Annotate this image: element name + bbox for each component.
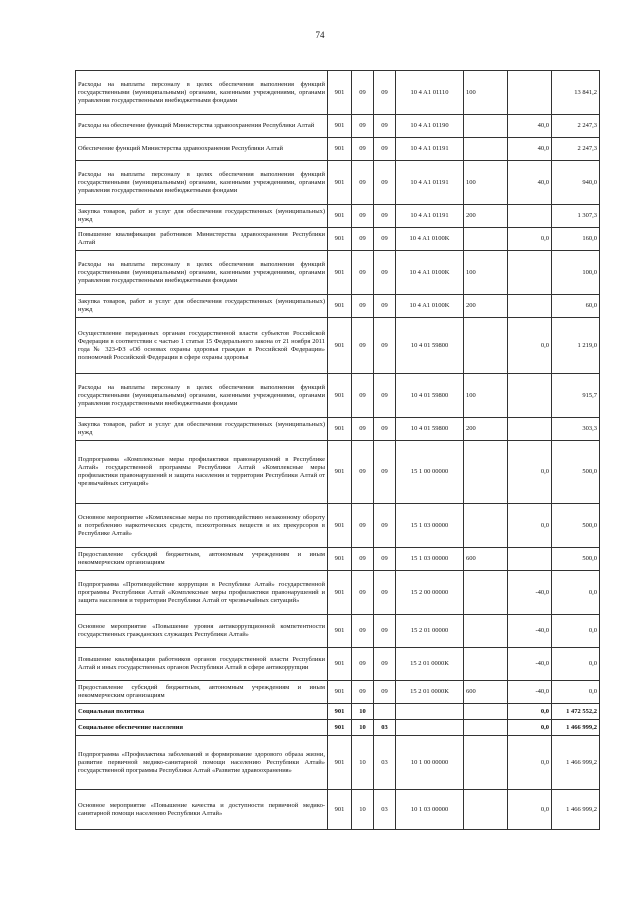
- change-amount: 0,0: [508, 736, 552, 790]
- subsection-code: 09: [374, 251, 396, 295]
- subsection-code: [374, 704, 396, 720]
- target-article-code: 10 4 01 59800: [396, 418, 464, 441]
- subsection-code: 03: [374, 790, 396, 830]
- expense-type-code: [464, 228, 508, 251]
- item-name: Социальное обеспечение населения: [76, 720, 328, 736]
- expense-type-code: 200: [464, 418, 508, 441]
- target-article-code: 15 2 01 0000K: [396, 648, 464, 681]
- change-amount: [508, 251, 552, 295]
- section-code: 09: [352, 681, 374, 704]
- section-code: 10: [352, 736, 374, 790]
- item-name: Повышение квалификации работников органов государственной власти Республики Алтай и иных государственных органов Республики Алтай в сфере антикоррупции: [76, 648, 328, 681]
- change-amount: 0,0: [508, 441, 552, 504]
- change-amount: [508, 71, 552, 115]
- total-amount: 500,0: [552, 548, 600, 571]
- expense-type-code: 600: [464, 681, 508, 704]
- change-amount: [508, 374, 552, 418]
- expense-type-code: [464, 704, 508, 720]
- target-article-code: 10 4 A1 01190: [396, 115, 464, 138]
- target-article-code: 10 4 01 59800: [396, 374, 464, 418]
- total-amount: 2 247,3: [552, 138, 600, 161]
- section-code: 09: [352, 374, 374, 418]
- subsection-code: 03: [374, 720, 396, 736]
- department-code: 901: [328, 418, 352, 441]
- section-code: 09: [352, 228, 374, 251]
- subsection-code: 09: [374, 441, 396, 504]
- table-row: [76, 681, 600, 704]
- expense-type-code: [464, 571, 508, 615]
- table-row: [76, 736, 600, 790]
- table-row: [76, 374, 600, 418]
- table-row: [76, 615, 600, 648]
- total-amount: 1 219,0: [552, 318, 600, 374]
- table-row: [76, 548, 600, 571]
- subsection-code: 09: [374, 295, 396, 318]
- target-article-code: 15 2 01 0000K: [396, 681, 464, 704]
- expense-type-code: 200: [464, 295, 508, 318]
- target-article-code: 10 4 A1 01110: [396, 71, 464, 115]
- department-code: 901: [328, 681, 352, 704]
- target-article-code: 15 2 00 00000: [396, 571, 464, 615]
- change-amount: 0,0: [508, 228, 552, 251]
- table-row: [76, 228, 600, 251]
- item-name: Закупка товаров, работ и услуг для обеспечения государственных (муниципальных) нужд: [76, 418, 328, 441]
- expense-type-code: [464, 615, 508, 648]
- total-amount: 2 247,3: [552, 115, 600, 138]
- expense-type-code: 200: [464, 205, 508, 228]
- total-amount: 0,0: [552, 615, 600, 648]
- department-code: 901: [328, 228, 352, 251]
- change-amount: [508, 295, 552, 318]
- section-code: 09: [352, 115, 374, 138]
- total-amount: 13 841,2: [552, 71, 600, 115]
- total-amount: 915,7: [552, 374, 600, 418]
- total-amount: 1 466 999,2: [552, 720, 600, 736]
- item-name: Осуществление переданных органам государственной власти субъектов Российской Федерации в соответствии с частью 1 статьи 15 Федерального закона от 21 ноября 2011 года № 323-ФЗ «Об основах охраны здоровья граждан в Российской Федерации» полномочий Российской Федерации в сфере охраны здоровья: [76, 318, 328, 374]
- section-code: 10: [352, 720, 374, 736]
- change-amount: [508, 418, 552, 441]
- total-amount: 100,0: [552, 251, 600, 295]
- section-code: 09: [352, 71, 374, 115]
- target-article-code: 15 2 01 00000: [396, 615, 464, 648]
- subsection-code: 09: [374, 681, 396, 704]
- target-article-code: 15 1 03 00000: [396, 504, 464, 548]
- department-code: 901: [328, 571, 352, 615]
- subsection-code: 09: [374, 115, 396, 138]
- item-name: Предоставление субсидий бюджетным, автономным учреждениям и иным некоммерческим организациям: [76, 548, 328, 571]
- subsection-code: 09: [374, 418, 396, 441]
- department-code: 901: [328, 318, 352, 374]
- subsection-code: 09: [374, 504, 396, 548]
- target-article-code: 10 4 A1 01191: [396, 138, 464, 161]
- change-amount: 40,0: [508, 115, 552, 138]
- section-code: 09: [352, 615, 374, 648]
- target-article-code: [396, 720, 464, 736]
- total-amount: 1 472 552,2: [552, 704, 600, 720]
- target-article-code: 15 1 00 00000: [396, 441, 464, 504]
- table-row: [76, 115, 600, 138]
- item-name: Подпрограмма «Комплексные меры профилактики правонарушений в Республике Алтай» государственной программы Республики Алтай «Комплексные меры профилактики правонарушений и защита населения и территории Республики Алтай от чрезвычайных ситуаций»: [76, 441, 328, 504]
- total-amount: 160,0: [552, 228, 600, 251]
- table-row: [76, 441, 600, 504]
- table-row: [76, 504, 600, 548]
- section-code: 09: [352, 648, 374, 681]
- target-article-code: 10 4 A1 0100K: [396, 228, 464, 251]
- table-row: [76, 161, 600, 205]
- item-name: Основное мероприятие «Повышение качества и доступности первичной медико-санитарной помощи населению Республики Алтай»: [76, 790, 328, 830]
- department-code: 901: [328, 251, 352, 295]
- total-amount: 940,0: [552, 161, 600, 205]
- section-code: 09: [352, 161, 374, 205]
- target-article-code: [396, 704, 464, 720]
- expense-type-code: [464, 504, 508, 548]
- expense-type-code: [464, 441, 508, 504]
- subsection-code: 09: [374, 71, 396, 115]
- item-name: Расходы на выплаты персоналу в целях обеспечения выполнения функций государственными (муниципальными) органами, казенными учреждениями, органами управления государственными внебюджетными фондами: [76, 71, 328, 115]
- change-amount: [508, 205, 552, 228]
- table-row: [76, 648, 600, 681]
- item-name: Расходы на обеспечение функций Министерства здравоохранения Республики Алтай: [76, 115, 328, 138]
- section-code: 10: [352, 790, 374, 830]
- total-amount: 500,0: [552, 504, 600, 548]
- total-amount: 303,3: [552, 418, 600, 441]
- target-article-code: 10 4 A1 0100K: [396, 295, 464, 318]
- table-row: [76, 571, 600, 615]
- table-row: [76, 251, 600, 295]
- department-code: 901: [328, 115, 352, 138]
- target-article-code: 15 1 03 00000: [396, 548, 464, 571]
- change-amount: 40,0: [508, 161, 552, 205]
- subsection-code: 09: [374, 318, 396, 374]
- section-code: 09: [352, 251, 374, 295]
- expense-type-code: 100: [464, 251, 508, 295]
- item-name: Расходы на выплаты персоналу в целях обеспечения выполнения функций государственными (муниципальными) органами, казенными учреждениями, органами управления государственными внебюджетными фондами: [76, 161, 328, 205]
- section-code: 09: [352, 571, 374, 615]
- total-amount: 0,0: [552, 648, 600, 681]
- section-code: 09: [352, 418, 374, 441]
- department-code: 901: [328, 441, 352, 504]
- section-code: 09: [352, 548, 374, 571]
- expense-type-code: [464, 648, 508, 681]
- item-name: Основное мероприятие «Комплексные меры по противодействию незаконному обороту и потреблению наркотических средств, психотропных веществ и их прекурсоров в Республике Алтай»: [76, 504, 328, 548]
- change-amount: -40,0: [508, 571, 552, 615]
- subsection-code: 09: [374, 648, 396, 681]
- item-name: Обеспечение функций Министерства здравоохранения Республики Алтай: [76, 138, 328, 161]
- department-code: 901: [328, 548, 352, 571]
- department-code: 901: [328, 205, 352, 228]
- change-amount: 40,0: [508, 138, 552, 161]
- department-code: 901: [328, 736, 352, 790]
- expense-type-code: [464, 790, 508, 830]
- subsection-code: 09: [374, 571, 396, 615]
- total-amount: 0,0: [552, 571, 600, 615]
- budget-table: [75, 70, 600, 830]
- department-code: 901: [328, 704, 352, 720]
- change-amount: [508, 548, 552, 571]
- department-code: 901: [328, 720, 352, 736]
- target-article-code: 10 4 A1 01191: [396, 161, 464, 205]
- section-code: 09: [352, 205, 374, 228]
- total-amount: 1 466 999,2: [552, 790, 600, 830]
- target-article-code: 10 4 01 59800: [396, 318, 464, 374]
- expense-type-code: 600: [464, 548, 508, 571]
- subsection-code: 03: [374, 736, 396, 790]
- department-code: 901: [328, 790, 352, 830]
- item-name: Расходы на выплаты персоналу в целях обеспечения выполнения функций государственными (муниципальными) органами, казенными учреждениями, органами управления государственными внебюджетными фондами: [76, 251, 328, 295]
- item-name: Основное мероприятие «Повышение уровня антикоррупционной компетентности государственных гражданских служащих Республики Алтай»: [76, 615, 328, 648]
- item-name: Расходы на выплаты персоналу в целях обеспечения выполнения функций государственными (муниципальными) органами, казенными учреждениями, органами управления государственными внебюджетными фондами: [76, 374, 328, 418]
- change-amount: -40,0: [508, 648, 552, 681]
- target-article-code: 10 1 03 00000: [396, 790, 464, 830]
- section-code: 09: [352, 318, 374, 374]
- table-row: [76, 318, 600, 374]
- department-code: 901: [328, 648, 352, 681]
- target-article-code: 10 1 00 00000: [396, 736, 464, 790]
- section-code: 09: [352, 295, 374, 318]
- subsection-code: 09: [374, 138, 396, 161]
- subsection-code: 09: [374, 228, 396, 251]
- department-code: 901: [328, 615, 352, 648]
- change-amount: -40,0: [508, 615, 552, 648]
- item-name: Подпрограмма «Профилактика заболеваний и формирование здорового образа жизни, развитие первичной медико-санитарной помощи населению Республики Алтай» государственной программы Республики Алтай «Развитие здравоохранения»: [76, 736, 328, 790]
- table-row: [76, 295, 600, 318]
- expense-type-code: 100: [464, 161, 508, 205]
- section-code: 09: [352, 504, 374, 548]
- change-amount: 0,0: [508, 704, 552, 720]
- section-code: 10: [352, 704, 374, 720]
- expense-type-code: [464, 720, 508, 736]
- item-name: Подпрограмма «Противодействие коррупции в Республике Алтай» государственной программы Республики Алтай «Комплексные меры профилактики правонарушений и защита населения и территории Республики Алтай от чрезвычайных ситуаций»: [76, 571, 328, 615]
- expense-type-code: [464, 138, 508, 161]
- subsection-code: 09: [374, 205, 396, 228]
- department-code: 901: [328, 295, 352, 318]
- department-code: 901: [328, 504, 352, 548]
- department-code: 901: [328, 161, 352, 205]
- subsection-code: 09: [374, 374, 396, 418]
- table-row: [76, 205, 600, 228]
- department-code: 901: [328, 71, 352, 115]
- item-name: Закупка товаров, работ и услуг для обеспечения государственных (муниципальных) нужд: [76, 295, 328, 318]
- change-amount: 0,0: [508, 720, 552, 736]
- item-name: Закупка товаров, работ и услуг для обеспечения государственных (муниципальных) нужд: [76, 205, 328, 228]
- table-row: [76, 790, 600, 830]
- item-name: Повышение квалификации работников Министерства здравоохранения Республики Алтай: [76, 228, 328, 251]
- expense-type-code: [464, 318, 508, 374]
- section-code: 09: [352, 441, 374, 504]
- table-row: [76, 720, 600, 736]
- total-amount: 60,0: [552, 295, 600, 318]
- table-row: [76, 138, 600, 161]
- department-code: 901: [328, 374, 352, 418]
- item-name: Предоставление субсидий бюджетным, автономным учреждениям и иным некоммерческим организациям: [76, 681, 328, 704]
- subsection-code: 09: [374, 615, 396, 648]
- table-row: [76, 71, 600, 115]
- table-row: [76, 418, 600, 441]
- change-amount: -40,0: [508, 681, 552, 704]
- target-article-code: 10 4 A1 01191: [396, 205, 464, 228]
- change-amount: 0,0: [508, 504, 552, 548]
- expense-type-code: 100: [464, 71, 508, 115]
- expense-type-code: [464, 736, 508, 790]
- item-name: Социальная политика: [76, 704, 328, 720]
- change-amount: 0,0: [508, 318, 552, 374]
- subsection-code: 09: [374, 548, 396, 571]
- total-amount: 1 466 999,2: [552, 736, 600, 790]
- budget-table-body: [76, 71, 600, 830]
- total-amount: 1 307,3: [552, 205, 600, 228]
- table-row: [76, 704, 600, 720]
- section-code: 09: [352, 138, 374, 161]
- total-amount: 500,0: [552, 441, 600, 504]
- department-code: 901: [328, 138, 352, 161]
- target-article-code: 10 4 A1 0100K: [396, 251, 464, 295]
- page-number: 74: [315, 30, 325, 40]
- total-amount: 0,0: [552, 681, 600, 704]
- expense-type-code: [464, 115, 508, 138]
- expense-type-code: 100: [464, 374, 508, 418]
- change-amount: 0,0: [508, 790, 552, 830]
- subsection-code: 09: [374, 161, 396, 205]
